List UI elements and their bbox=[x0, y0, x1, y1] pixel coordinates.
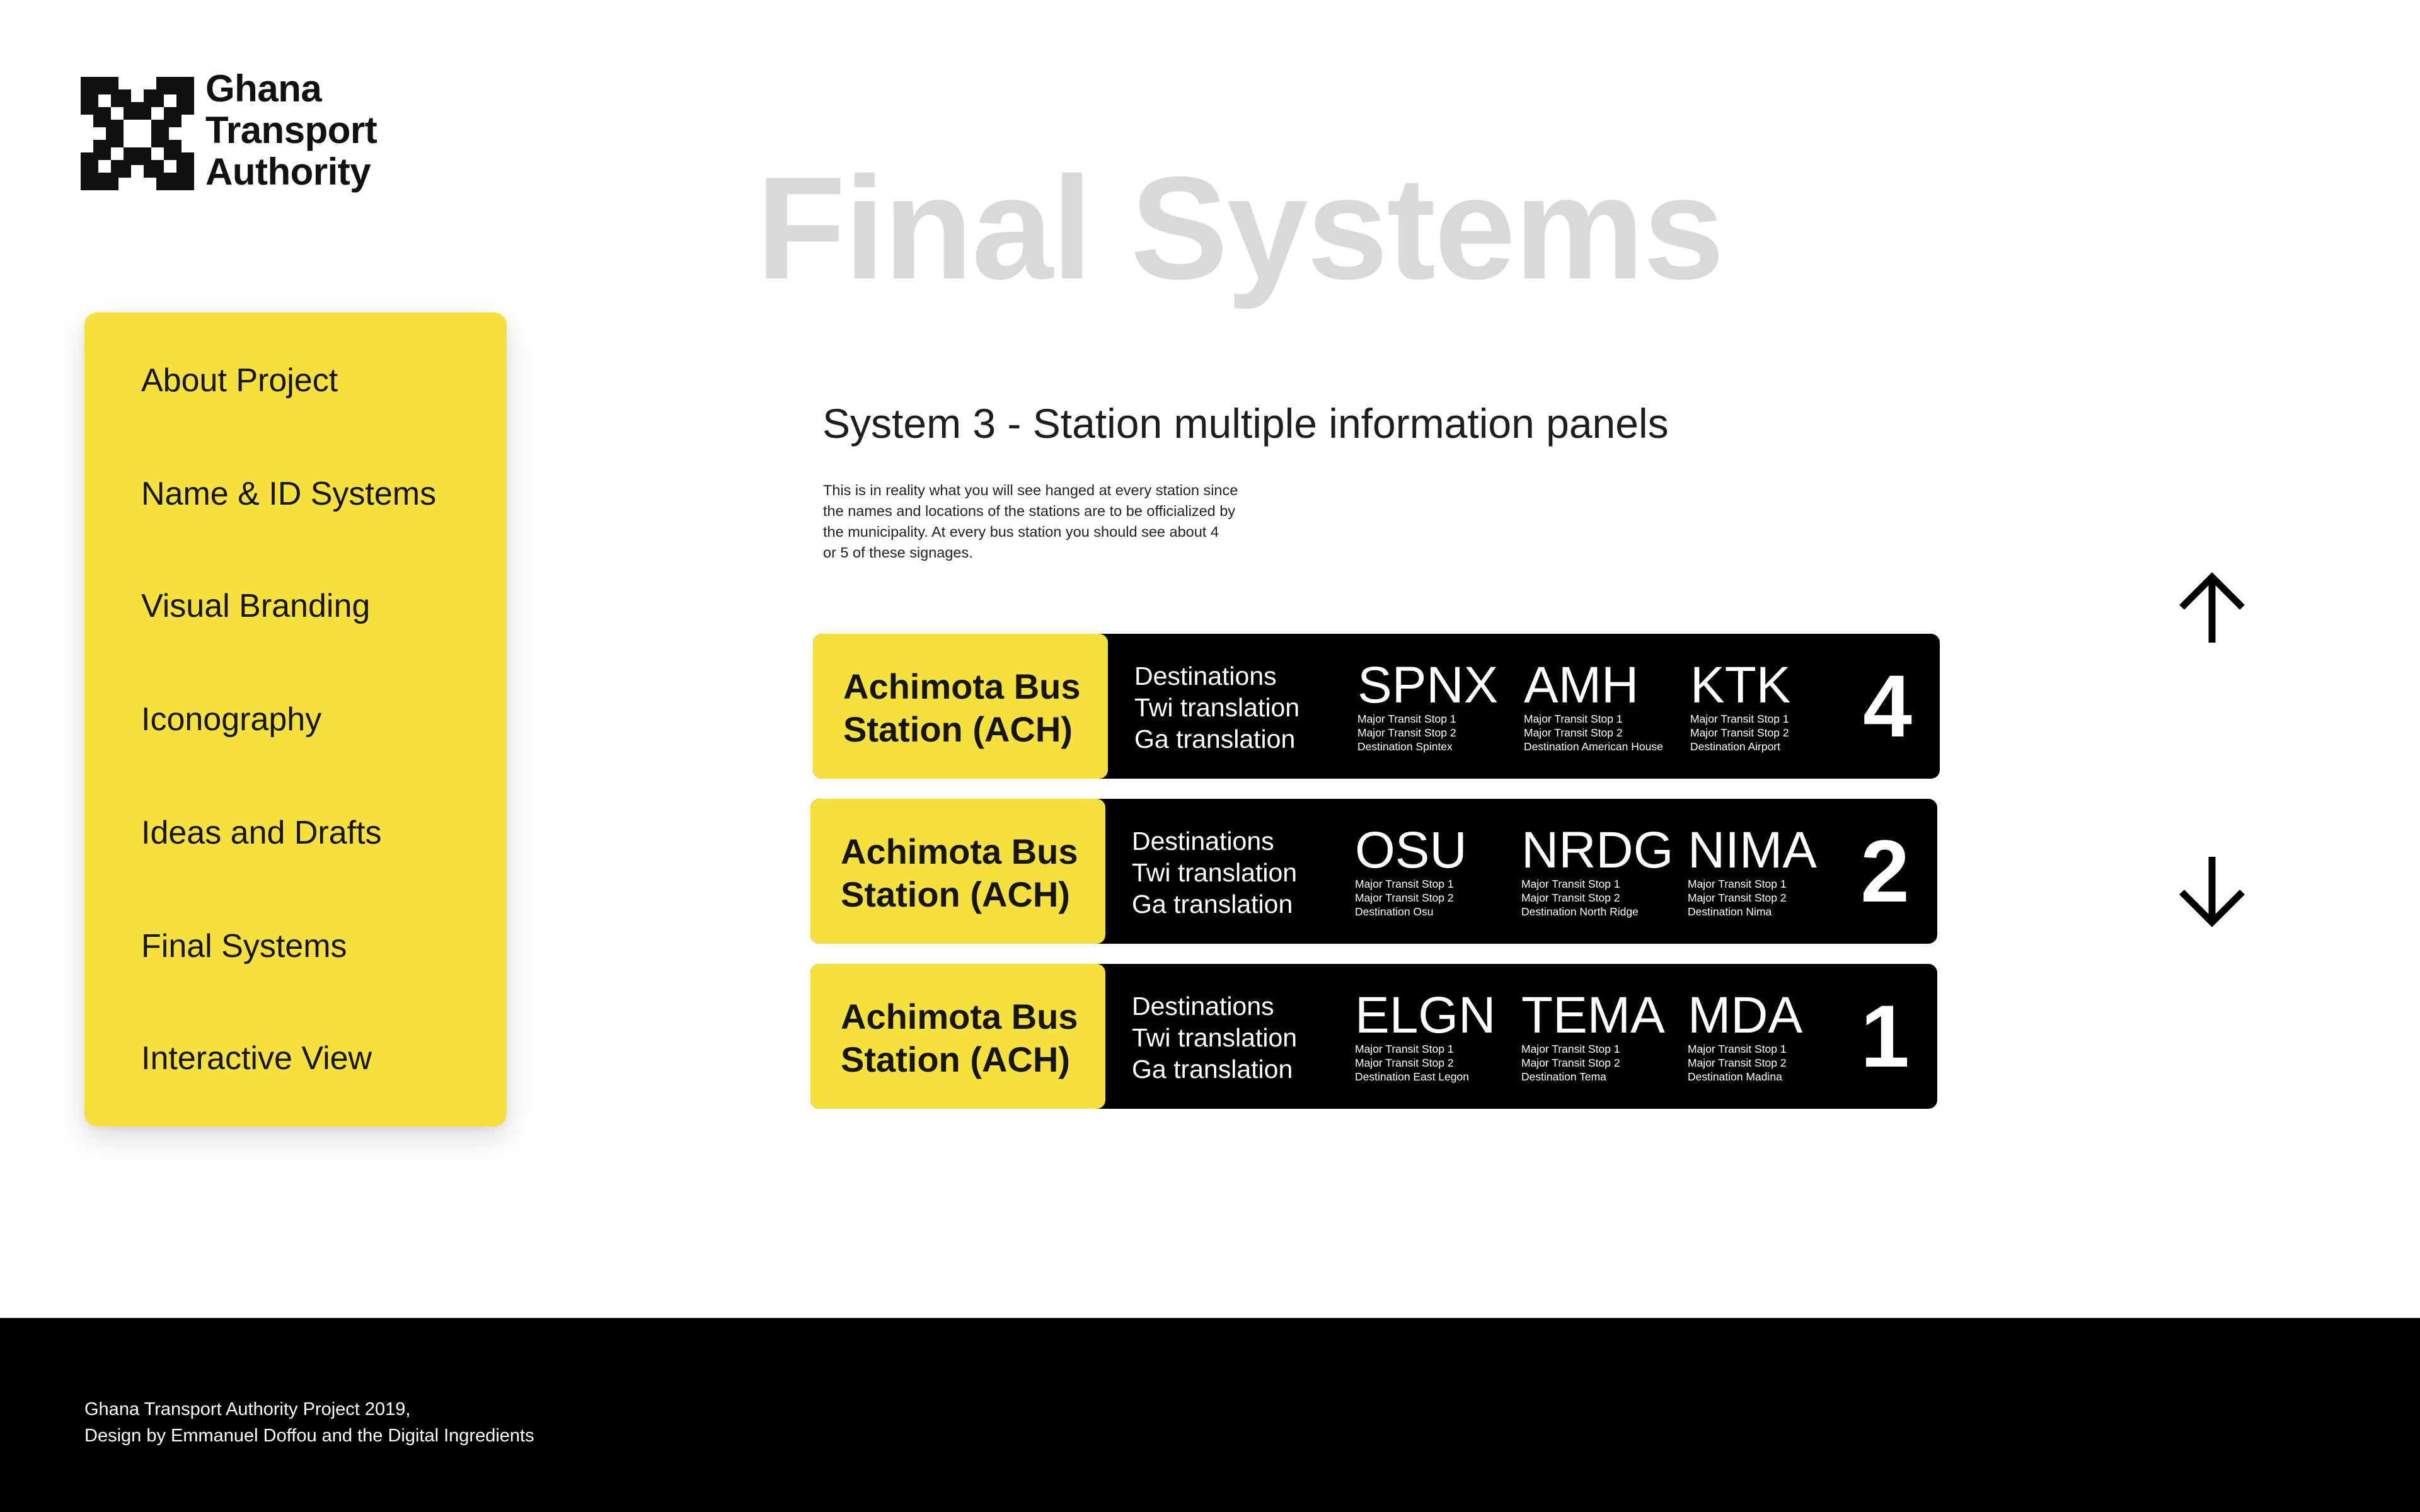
destination-stop: Major Transit Stop 2 bbox=[1690, 726, 1789, 739]
brand-line: Transport bbox=[205, 109, 377, 151]
destination-stop: Major Transit Stop 1 bbox=[1355, 1043, 1454, 1055]
panel-lang-line: Twi translation bbox=[1132, 858, 1298, 887]
panel-lang-line: Destinations bbox=[1132, 992, 1274, 1021]
destination-stop: Major Transit Stop 1 bbox=[1688, 1043, 1787, 1055]
intro-line: the municipality. At every bus station you should see about 4 bbox=[823, 524, 1219, 540]
destination-code: NIMA bbox=[1688, 822, 1817, 879]
station-info-panel bbox=[813, 634, 1940, 779]
panel-destination bbox=[1688, 989, 1802, 1084]
destination-final: Destination Spintex bbox=[1357, 740, 1453, 753]
destination-stop: Major Transit Stop 1 bbox=[1521, 878, 1620, 890]
destination-final: Destination Osu bbox=[1355, 905, 1434, 918]
panel-destination bbox=[1355, 989, 1495, 1084]
panel-station-name: Achimota Bus Station (ACH) bbox=[841, 997, 1078, 1079]
intro-line: or 5 of these signages. bbox=[823, 544, 973, 561]
panel-lang-line: Twi translation bbox=[1134, 693, 1300, 722]
sidebar-item-visual-branding[interactable]: Visual Branding bbox=[141, 588, 371, 624]
panel-station-name: Achimota Bus Station (ACH) bbox=[843, 667, 1081, 749]
sidebar-item-ideas-drafts[interactable]: Ideas and Drafts bbox=[141, 815, 382, 851]
destination-stop: Major Transit Stop 1 bbox=[1355, 878, 1454, 890]
sidebar-item-final-systems[interactable]: Final Systems bbox=[141, 928, 347, 965]
sidebar-item-about-project[interactable]: About Project bbox=[141, 362, 338, 399]
panel-lang-line: Ga translation bbox=[1132, 890, 1293, 919]
footer-credits bbox=[84, 1396, 534, 1449]
panel-lang-line: Ga translation bbox=[1134, 724, 1296, 753]
brand-line: Authority bbox=[205, 151, 371, 193]
panel-language-labels bbox=[1132, 825, 1297, 920]
destination-stop: Major Transit Stop 2 bbox=[1357, 726, 1456, 739]
page-title: Final Systems bbox=[756, 147, 1724, 310]
panel-station-name: Achimota Bus Station (ACH) bbox=[841, 832, 1078, 914]
panel-language-labels bbox=[1134, 660, 1299, 755]
destination-code: TEMA bbox=[1521, 987, 1665, 1044]
sidebar-item-iconography[interactable]: Iconography bbox=[141, 701, 322, 738]
destination-stop: Major Transit Stop 2 bbox=[1688, 1057, 1787, 1069]
destination-stop: Major Transit Stop 2 bbox=[1688, 891, 1787, 904]
panel-destination bbox=[1521, 989, 1665, 1084]
panel-station-block bbox=[813, 634, 1108, 779]
panel-platform-number: 4 bbox=[1863, 656, 1912, 755]
panel-lang-line: Ga translation bbox=[1132, 1055, 1293, 1084]
destination-stop: Major Transit Stop 2 bbox=[1521, 891, 1620, 904]
panel-lang-line: Destinations bbox=[1132, 827, 1274, 856]
destination-stop: Major Transit Stop 2 bbox=[1521, 1057, 1620, 1069]
section-intro bbox=[823, 480, 1302, 563]
brand-line: Ghana bbox=[205, 67, 322, 110]
panel-lang-line: Twi translation bbox=[1132, 1023, 1298, 1052]
destination-code: OSU bbox=[1355, 822, 1467, 879]
destination-code: MDA bbox=[1688, 987, 1803, 1044]
arrow-up-icon[interactable] bbox=[2168, 564, 2256, 653]
destination-final: Destination North Ridge bbox=[1521, 905, 1639, 918]
destination-stop: Major Transit Stop 1 bbox=[1524, 713, 1623, 725]
destination-stop: Major Transit Stop 1 bbox=[1690, 713, 1789, 725]
panel-destination bbox=[1357, 656, 1499, 753]
destination-final: Destination East Legon bbox=[1355, 1070, 1469, 1083]
panel-destination bbox=[1355, 824, 1467, 919]
destination-code: KTK bbox=[1690, 656, 1791, 714]
footer-line: Ghana Transport Authority Project 2019, bbox=[84, 1399, 411, 1419]
intro-line: This is in reality what you will see hanged at every station since bbox=[823, 482, 1238, 498]
station-info-panel bbox=[810, 964, 1937, 1109]
intro-line: the names and locations of the stations are to be officialized by bbox=[823, 503, 1236, 519]
sidebar-nav bbox=[84, 312, 507, 1126]
panel-language-labels bbox=[1132, 990, 1297, 1085]
destination-code: ELGN bbox=[1355, 987, 1496, 1044]
destination-final: Destination Tema bbox=[1521, 1070, 1606, 1083]
panel-destination bbox=[1690, 656, 1791, 753]
destination-final: Destination Airport bbox=[1690, 740, 1780, 753]
destination-final: Destination Nima bbox=[1688, 905, 1772, 918]
panel-lang-line: Destinations bbox=[1134, 662, 1277, 690]
destination-stop: Major Transit Stop 1 bbox=[1688, 878, 1787, 890]
arrow-down-icon[interactable] bbox=[2168, 847, 2256, 935]
destination-stop: Major Transit Stop 2 bbox=[1355, 1057, 1454, 1069]
panel-platform-number: 1 bbox=[1860, 987, 1910, 1085]
panel-station-block bbox=[810, 964, 1105, 1109]
footer-line: Design by Emmanuel Doffou and the Digital Ingredients bbox=[84, 1426, 534, 1446]
destination-stop: Major Transit Stop 1 bbox=[1521, 1043, 1620, 1055]
panel-destination bbox=[1521, 824, 1673, 919]
destination-final: Destination American House bbox=[1524, 740, 1663, 753]
destination-stop: Major Transit Stop 2 bbox=[1524, 726, 1623, 739]
panel-destination bbox=[1688, 824, 1817, 919]
destination-code: AMH bbox=[1524, 656, 1639, 714]
panel-destination bbox=[1524, 656, 1663, 753]
destination-stop: Major Transit Stop 2 bbox=[1355, 891, 1454, 904]
sidebar-item-interactive-view[interactable]: Interactive View bbox=[141, 1040, 372, 1077]
sidebar-item-name-id-systems[interactable]: Name & ID Systems bbox=[141, 476, 437, 512]
cross-x-logo-icon bbox=[81, 77, 194, 190]
section-title: System 3 - Station multiple information panels bbox=[822, 400, 1669, 447]
panel-station-block bbox=[810, 799, 1105, 944]
footer bbox=[0, 1318, 2420, 1512]
panel-platform-number: 2 bbox=[1860, 822, 1910, 920]
destination-code: SPNX bbox=[1357, 656, 1499, 714]
destination-stop: Major Transit Stop 1 bbox=[1357, 713, 1456, 725]
destination-final: Destination Madina bbox=[1688, 1070, 1782, 1083]
destination-code: NRDG bbox=[1521, 822, 1674, 879]
station-info-panel bbox=[810, 799, 1937, 944]
brand-name bbox=[205, 68, 377, 193]
